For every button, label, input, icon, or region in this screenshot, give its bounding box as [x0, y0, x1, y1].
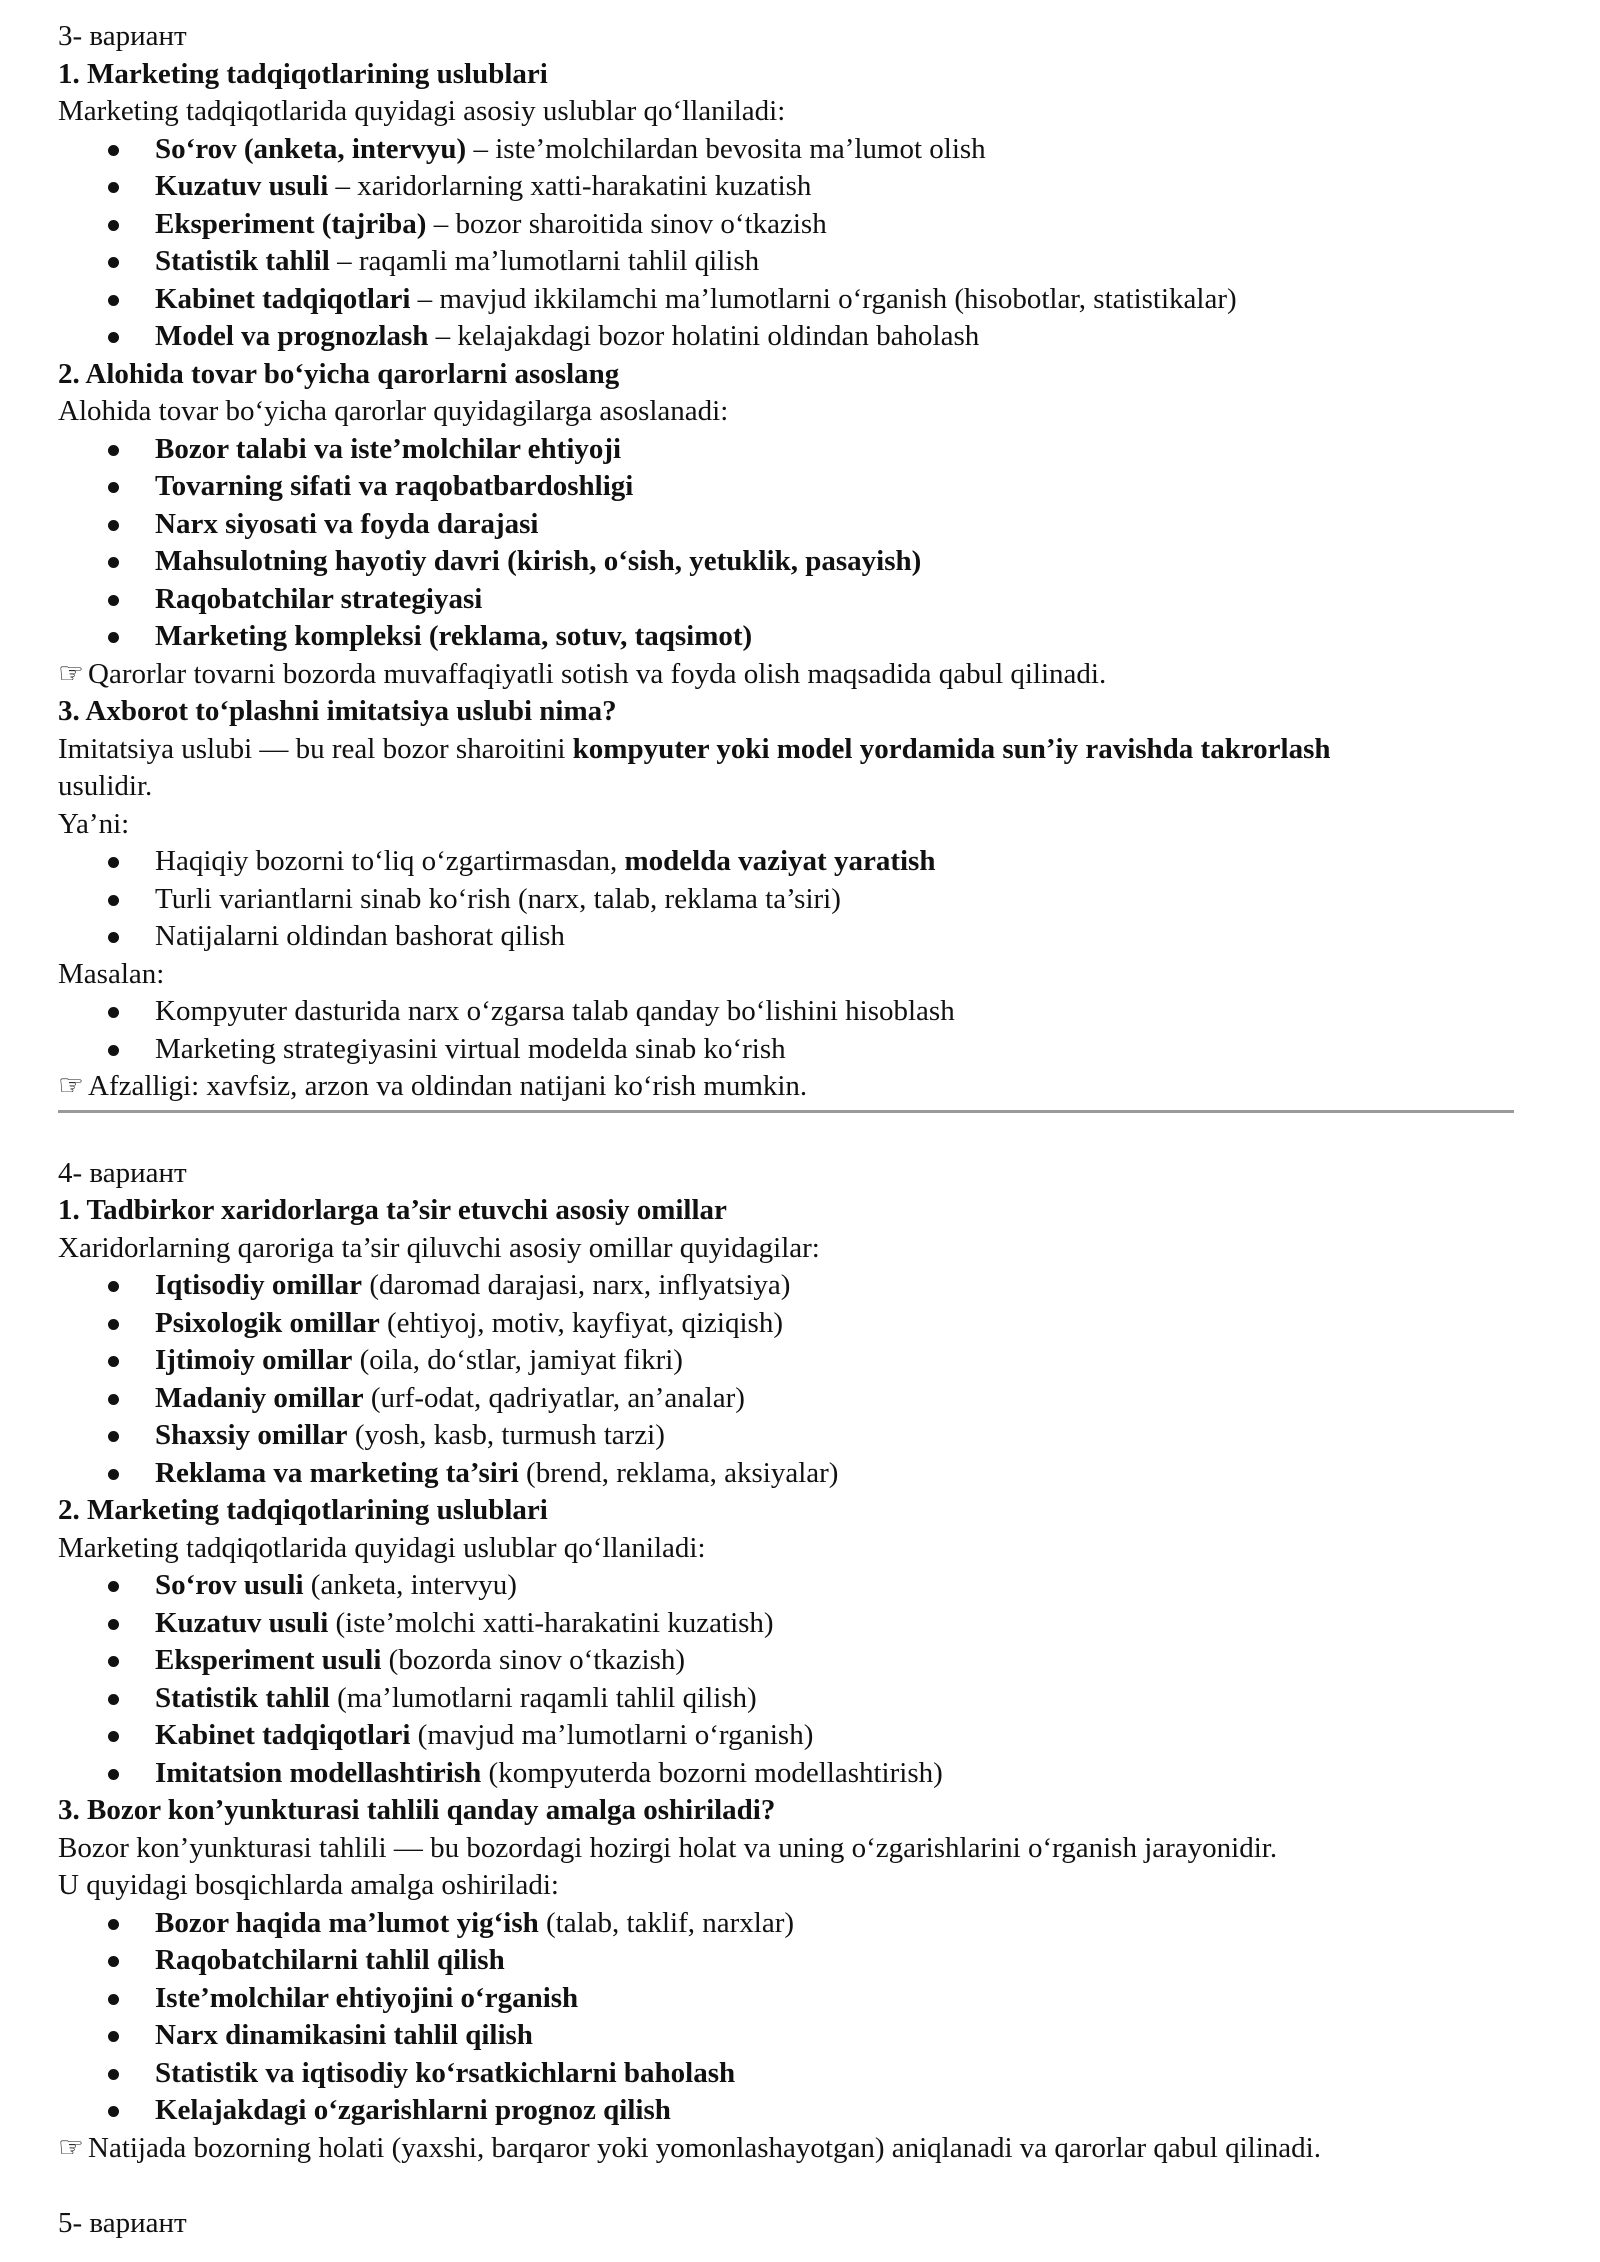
v4-q2-intro: Marketing tadqiqotlarida quyidagi uslublar qo‘llaniladi:	[58, 1531, 706, 1564]
bullet-icon	[108, 1956, 119, 1967]
list-item: Eksperiment usuli (bozorda sinov o‘tkazish)	[58, 1642, 1538, 1680]
v3-q3-list	[58, 843, 1538, 956]
list-item: Turli variantlarni sinab ko‘rish (narx, talab, reklama ta’siri)	[58, 881, 1538, 919]
bullet-icon	[108, 1045, 119, 1056]
bullet-icon	[108, 332, 119, 343]
pointing-hand-icon: ☞	[58, 2131, 84, 2164]
v4-q3-intro: U quyidagi bosqichlarda amalga oshiriladi:	[58, 1869, 559, 1901]
bullet-icon	[108, 632, 119, 643]
list-item: Ijtimoiy omillar (oila, do‘stlar, jamiyat fikri)	[58, 1342, 1538, 1380]
v3-q3-title: 3. Axborot to‘plashni imitatsiya uslubi nima?	[58, 695, 617, 727]
list-item: Iqtisodiy omillar (daromad darajasi, narx, inflyatsiya)	[58, 1267, 1538, 1305]
list-item: Kuzatuv usuli (iste’molchi xatti-harakatini kuzatish)	[58, 1605, 1538, 1643]
v3-q2-intro: Alohida tovar bo‘yicha qarorlar quyidagilarga asoslanadi:	[58, 395, 729, 427]
bullet-icon	[108, 1581, 119, 1592]
bullet-icon	[108, 1656, 119, 1667]
v4-q1-intro: Xaridorlarning qaroriga ta’sir qiluvchi asosiy omillar quyidagilar:	[58, 1231, 820, 1264]
list-item: Natijalarni oldindan bashorat qilish	[58, 918, 1538, 956]
bullet-icon	[108, 257, 119, 268]
v4-q3-definition: Bozor kon’yunkturasi tahlili — bu bozordagi hozirgi holat va uning o‘zgarishlarini o‘rganish jarayonidir.	[58, 1831, 1278, 1864]
list-item: Kuzatuv usuli – xaridorlarning xatti-harakatini kuzatish	[58, 168, 1538, 206]
bullet-icon	[108, 1994, 119, 2005]
list-item: Marketing strategiyasini virtual modelda sinab ko‘rish	[58, 1031, 1538, 1069]
bullet-icon	[108, 2031, 119, 2042]
bullet-icon	[108, 1469, 119, 1480]
bullet-icon	[108, 1281, 119, 1292]
list-item: So‘rov usuli (anketa, intervyu)	[58, 1567, 1538, 1605]
bullet-icon	[108, 1007, 119, 1018]
list-item: Psixologik omillar (ehtiyoj, motiv, kayfiyat, qiziqish)	[58, 1305, 1538, 1343]
list-item: Kompyuter dasturida narx o‘zgarsa talab qanday bo‘lishini hisoblash	[58, 993, 1538, 1031]
bullet-icon	[108, 445, 119, 456]
variant-3-header: 3- вариант	[58, 20, 187, 52]
bullet-icon	[108, 1431, 119, 1442]
list-item: Statistik tahlil (ma’lumotlarni raqamli tahlil qilish)	[58, 1680, 1538, 1718]
list-item: Raqobatchilarni tahlil qilish	[58, 1942, 1538, 1980]
list-item: Eksperiment (tajriba) – bozor sharoitida sinov o‘tkazish	[58, 206, 1538, 244]
bullet-icon	[108, 520, 119, 531]
list-item: Madaniy omillar (urf-odat, qadriyatlar, an’analar)	[58, 1380, 1538, 1418]
bullet-icon	[108, 295, 119, 306]
bullet-icon	[108, 1619, 119, 1630]
section-divider	[58, 1110, 1514, 1113]
v4-q1-list	[58, 1267, 1538, 1492]
bullet-icon	[108, 220, 119, 231]
v3-q1-list	[58, 131, 1538, 356]
list-item: Statistik tahlil – raqamli ma’lumotlarni tahlil qilish	[58, 243, 1538, 281]
list-item: Marketing kompleksi (reklama, sotuv, taqsimot)	[58, 618, 1538, 656]
v3-q3-note: ☞ Afzalligi: xavfsiz, arzon va oldindan natijani ko‘rish mumkin.	[58, 1068, 1538, 1106]
v4-q3-note: ☞ Natijada bozorning holati (yaxshi, barqaror yoki yomonlashayotgan) aniqlanadi va qarorlar qabul qilinadi.	[58, 2130, 1538, 2168]
bullet-icon	[108, 1731, 119, 1742]
list-item: So‘rov (anketa, intervyu) – iste’molchilardan bevosita ma’lumot olish	[58, 131, 1538, 169]
v3-q2-title: 2. Alohida tovar bo‘yicha qarorlarni asoslang	[58, 357, 620, 390]
pointing-hand-icon: ☞	[58, 657, 84, 690]
bullet-icon	[108, 932, 119, 943]
v4-q3-list	[58, 1905, 1538, 2130]
v3-q1-title: 1. Marketing tadqiqotlarining uslublari	[58, 57, 548, 90]
list-item: Bozor haqida ma’lumot yig‘ish (talab, taklif, narxlar)	[58, 1905, 1538, 1943]
bullet-icon	[108, 1394, 119, 1405]
list-item: Kabinet tadqiqotlari – mavjud ikkilamchi ma’lumotlarni o‘rganish (hisobotlar, statistikalar)	[58, 281, 1538, 319]
bullet-icon	[108, 182, 119, 193]
bullet-icon	[108, 1694, 119, 1705]
bullet-icon	[108, 1919, 119, 1930]
bullet-icon	[108, 145, 119, 156]
bullet-icon	[108, 857, 119, 868]
list-item: Narx dinamikasini tahlil qilish	[58, 2017, 1538, 2055]
list-item: Haqiqiy bozorni to‘liq o‘zgartirmasdan, modelda vaziyat yaratish	[58, 843, 1538, 881]
list-item: Imitatsion modellashtirish (kompyuterda bozorni modellashtirish)	[58, 1755, 1538, 1793]
bullet-icon	[108, 557, 119, 568]
pointing-hand-icon: ☞	[58, 1070, 84, 1102]
v4-q3-title: 3. Bozor kon’yunkturasi tahlili qanday amalga oshiriladi?	[58, 1794, 776, 1826]
v4-q2-title: 2. Marketing tadqiqotlarining uslublari	[58, 1494, 548, 1526]
variant-4-header: 4- вариант	[58, 1156, 187, 1189]
list-item: Tovarning sifati va raqobatbardoshligi	[58, 468, 1538, 506]
bullet-icon	[108, 1769, 119, 1780]
list-item: Statistik va iqtisodiy ko‘rsatkichlarni baholash	[58, 2055, 1538, 2093]
list-item: Iste’molchilar ehtiyojini o‘rganish	[58, 1980, 1538, 2018]
v3-q3-examples	[58, 993, 1538, 1068]
v4-q1-title: 1. Tadbirkor xaridorlarga ta’sir etuvchi asosiy omillar	[58, 1194, 727, 1226]
bullet-icon	[108, 2069, 119, 2080]
v3-q3-yani: Ya’ni:	[58, 807, 130, 840]
list-item: Kelajakdagi o‘zgarishlarni prognoz qilish	[58, 2092, 1538, 2130]
bullet-icon	[108, 2106, 119, 2117]
list-item: Reklama va marketing ta’siri (brend, reklama, aksiyalar)	[58, 1455, 1538, 1493]
v3-q2-list	[58, 431, 1538, 656]
list-item: Raqobatchilar strategiyasi	[58, 581, 1538, 619]
bullet-icon	[108, 1319, 119, 1330]
v3-q2-note: ☞ Qarorlar tovarni bozorda muvaffaqiyatli sotish va foyda olish maqsadida qabul qilinadi.	[58, 656, 1538, 694]
bullet-icon	[108, 1356, 119, 1367]
list-item: Narx siyosati va foyda darajasi	[58, 506, 1538, 544]
list-item: Model va prognozlash – kelajakdagi bozor holatini oldindan baholash	[58, 318, 1538, 356]
list-item: Kabinet tadqiqotlari (mavjud ma’lumotlarni o‘rganish)	[58, 1717, 1538, 1755]
bullet-icon	[108, 595, 119, 606]
v3-q3-definition-end: usulidir.	[58, 770, 153, 802]
bullet-icon	[108, 482, 119, 493]
v3-q3-definition: Imitatsiya uslubi — bu real bozor sharoitini kompyuter yoki model yordamida sun’iy ravishda takrorlash	[58, 732, 1331, 765]
bullet-icon	[108, 895, 119, 906]
document	[58, 18, 1538, 2243]
v4-q2-list	[58, 1567, 1538, 1792]
list-item: Mahsulotning hayotiy davri (kirish, o‘sish, yetuklik, pasayish)	[58, 543, 1538, 581]
list-item: Bozor talabi va iste’molchilar ehtiyoji	[58, 431, 1538, 469]
variant-5-header: 5- вариант	[58, 2207, 187, 2239]
v3-q3-masalan: Masalan:	[58, 957, 165, 990]
list-item: Shaxsiy omillar (yosh, kasb, turmush tarzi)	[58, 1417, 1538, 1455]
v3-q1-intro: Marketing tadqiqotlarida quyidagi asosiy uslublar qo‘llaniladi:	[58, 95, 786, 127]
